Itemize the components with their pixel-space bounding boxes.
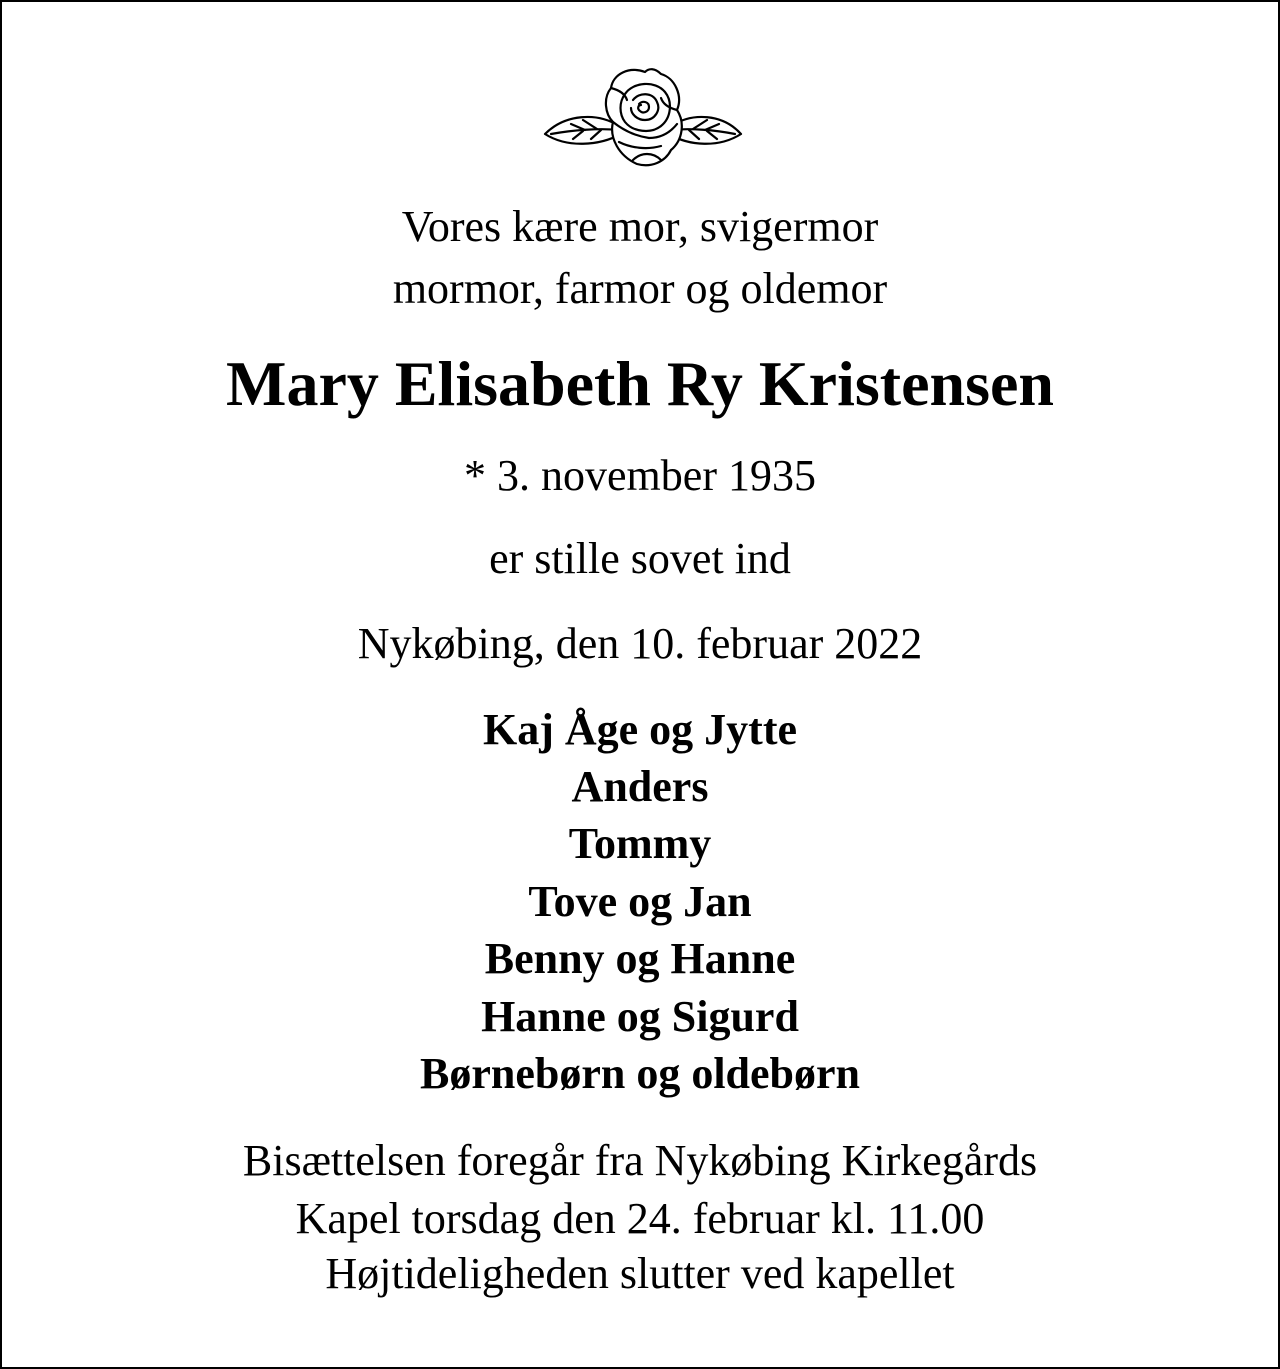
funeral-info-line-3: Højtideligheden slutter ved kapellet (325, 1249, 955, 1298)
funeral-info-line-2: Kapel torsdag den 24. februar kl. 11.00 (295, 1194, 985, 1243)
deceased-name: Mary Elisabeth Ry Kristensen (226, 348, 1054, 419)
intro-line-1: Vores kære mor, svigermor (401, 202, 879, 251)
family-member: Hanne og Sigurd (481, 992, 799, 1041)
family-member: Børnebørn og oldebørn (419, 1049, 861, 1098)
rose-icon (537, 64, 749, 172)
family-member: Tove og Jan (528, 877, 752, 926)
birth-date: * 3. november 1935 (464, 451, 816, 500)
family-member: Tommy (568, 819, 712, 868)
place-and-date: Nykøbing, den 10. februar 2022 (357, 619, 923, 668)
funeral-info-line-1: Bisættelsen foregår fra Nykøbing Kirkegårds (242, 1136, 1038, 1185)
intro-line-2: mormor, farmor og oldemor (392, 264, 888, 313)
passed-away-line: er stille sovet ind (489, 534, 791, 583)
family-member: Kaj Åge og Jytte (482, 705, 797, 754)
family-member: Benny og Hanne (484, 934, 796, 983)
family-member: Anders (571, 762, 709, 811)
